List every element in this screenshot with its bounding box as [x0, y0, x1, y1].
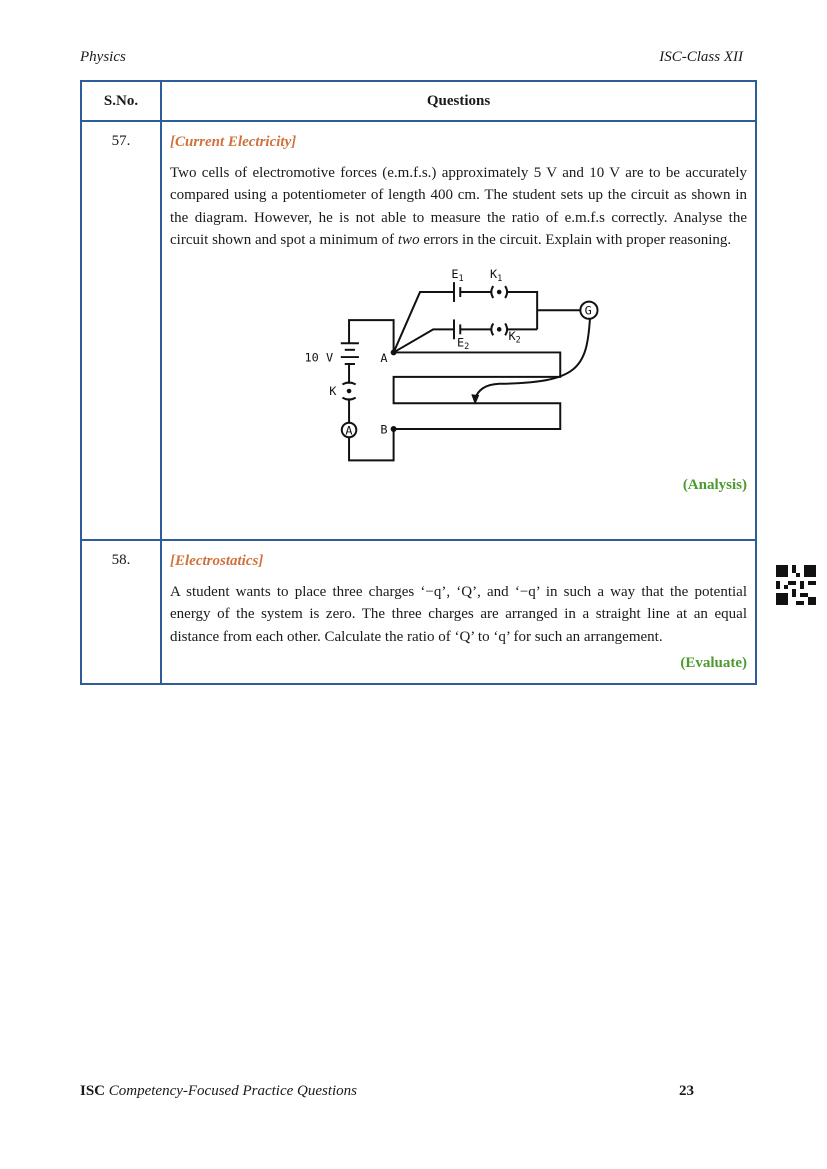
label-ammeter: A	[345, 422, 353, 437]
question-number: 57.	[81, 121, 161, 540]
label-k1: $K_1$	[489, 266, 503, 284]
column-header-sno: S.No.	[81, 81, 161, 121]
table-row	[81, 540, 756, 684]
question-cell	[161, 540, 756, 684]
label-battery: 10 V	[304, 349, 334, 364]
potentiometer-circuit-diagram	[288, 258, 618, 468]
footer-title: ISC Competency-Focused Practice Questions	[80, 1083, 358, 1099]
label-point-a: A	[380, 350, 388, 365]
questions-table	[80, 80, 757, 685]
header-class: ISC-Class XII	[659, 49, 743, 65]
label-e1: $E_1$	[451, 266, 464, 284]
label-k2: $K_2$	[508, 328, 521, 346]
qr-code-icon[interactable]	[776, 565, 816, 605]
table-row	[81, 121, 756, 540]
cognitive-level: (Evaluate)	[680, 655, 747, 671]
potentiometer-wire	[394, 352, 561, 429]
header-subject: Physics	[80, 49, 126, 65]
label-e2: $E_2$	[456, 335, 470, 352]
question-number: 58.	[81, 540, 161, 684]
question-cell	[161, 121, 756, 540]
label-point-b: B	[380, 421, 388, 436]
cognitive-level: (Analysis)	[682, 476, 747, 493]
label-g: G	[584, 302, 592, 317]
question-topic: [Current Electricity]	[170, 134, 297, 150]
table-header-row	[81, 81, 756, 121]
question-topic: [Electrostatics]	[170, 553, 264, 569]
page-number: 23	[679, 1083, 694, 1099]
question-text: A student wants to place three charges ‘−q’, ‘Q’, and ‘−q’ in such a way that the potential energy of the system is zero. The three charges are arranged in a straight line at an equal distance from each other. Calculate the ratio of ‘Q’ to ‘q’ for such an arrangement.	[170, 583, 747, 645]
column-header-questions: Questions	[161, 81, 756, 121]
question-text: Two cells of electromotive forces (e.m.f.s.) approximately 5 V and 10 V are to be accurately compared using a potentiometer of length 400 cm. The student sets up the circuit as shown in the diagram. However, he is not able to measure the ratio of e.m.f.s correctly. Analyse the circuit shown and spot a minimum of two errors in the circuit. Explain with proper reasoning.	[170, 164, 747, 248]
label-key: K	[329, 383, 337, 398]
